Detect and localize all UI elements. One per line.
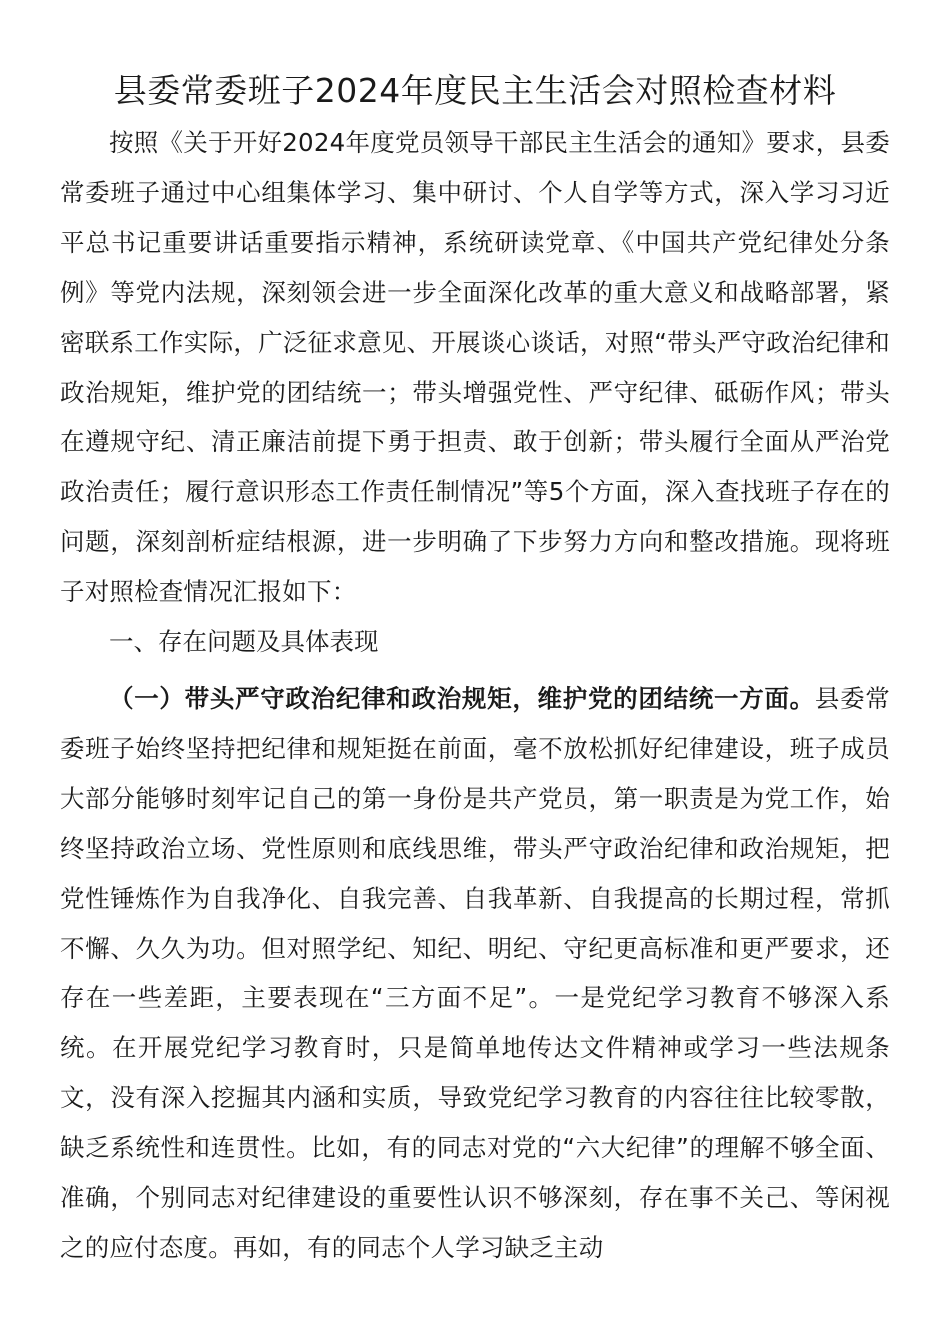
subsection-heading: （一）带头严守政治纪律和政治规矩，维护党的团结统一方面。 bbox=[109, 683, 815, 713]
section-heading: 一、存在问题及具体表现 bbox=[109, 627, 379, 657]
document-body bbox=[60, 118, 890, 1273]
subsection-body: 县委常委班子始终坚持把纪律和规矩挺在前面，毫不放松抓好纪律建设，班子成员大部分能够时刻牢记自己的第一身份是共产党员，第一职责是为党工作，始终坚持政治立场、党性原则和底线思维，带头严守政治纪律和政治规矩，把党性锤炼作为自我净化、自我完善、自我革新、自我提高的长期过程，常抓不懈、久久为功。但对照学纪、知纪、明纪、守纪更高标准和更严要求，还存在一些差距，主要表现在“三方面不足”。一是党纪学习教育不够深入系统。在开展党纪学习教育时，只是简单地传达文件精神或学习一些法规条文，没有深入挖掘其内涵和实质，导致党纪学习教育的内容往往比较零散，缺乏系统性和连贯性。比如，有的同志对党的“六大纪律”的理解不够全面、准确，个别同志对纪律建设的重要性认识不够深刻，存在事不关己、等闲视之的应付态度。再如，有的同志个人学习缺乏主动 bbox=[60, 683, 890, 1262]
subsection-paragraph bbox=[60, 674, 890, 1273]
document-title: 县委常委班子2024年度民主生活会对照检查材料 bbox=[113, 71, 837, 110]
intro-paragraph: 按照《关于开好2024年度党员领导干部民主生活会的通知》要求，县委常委班子通过中心组集体学习、集中研讨、个人自学等方式，深入学习习近平总书记重要讲话重要指示精神，系统研读党章、《中国共产党纪律处分条例》等党内法规，深刻领会进一步全面深化改革的重大意义和战略部署，紧密联系工作实际，广泛征求意见、开展谈心谈话，对照“带头严守政治纪律和政治规矩，维护党的团结统一；带头增强党性、严守纪律、砥砺作风；带头在遵规守纪、清正廉洁前提下勇于担责、敢于创新；带头履行全面从严治党政治责任；履行意识形态工作责任制情况”等5个方面，深入查找班子存在的问题，深刻剖析症结根源，进一步明确了下步努力方向和整改措施。现将班子对照检查情况汇报如下： bbox=[60, 128, 890, 607]
